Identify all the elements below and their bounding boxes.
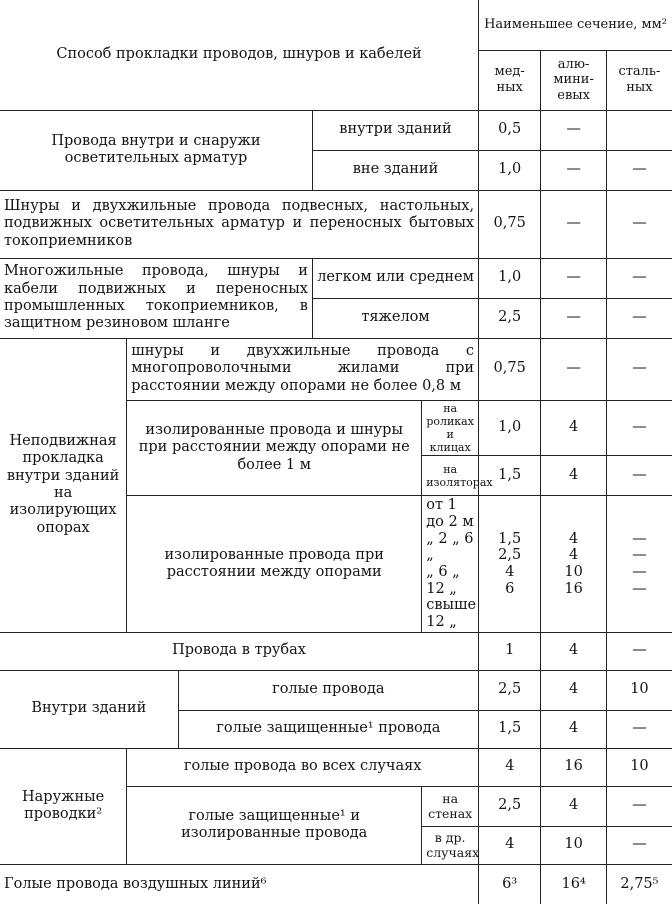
row4-ranges-steel (606, 496, 672, 632)
row4-sub-a: шнуры и двухжильные провода с многопроволочными жилами при расстоянии между опорами не более 0,8 м (127, 338, 479, 400)
row6-sub-a-aluminium: 4 (541, 670, 607, 710)
row4-sub-b: изолированные провода и шнуры при расстоянии между опорами не более 1 м (127, 400, 422, 496)
row6-sub-b-aluminium: 4 (541, 710, 607, 748)
range-aluminium: 10 (564, 563, 583, 580)
row7-sub-a-steel: 10 (606, 748, 672, 786)
range-copper: 2,5 (498, 547, 522, 564)
row7-sub-b2-copper: 4 (479, 826, 541, 864)
row7-sub-b1: на стенах (422, 786, 479, 826)
row6-sub-a: голые провода (178, 670, 478, 710)
row6-sub-a-copper: 2,5 (479, 670, 541, 710)
range-item: „ 2 „ 6 „ (426, 530, 474, 564)
row7-sub-b1-steel: — (606, 786, 672, 826)
range-item: от 1 до 2 м (426, 497, 474, 530)
row8-steel: 2,75⁵ (620, 875, 659, 892)
row5-steel: — (632, 642, 647, 659)
row4-ranges-copper (479, 496, 541, 632)
row3-sub-b-copper: 2,5 (479, 298, 541, 338)
row2-steel: — (632, 215, 647, 232)
row3-sub-a-aluminium: — (541, 258, 607, 298)
row4-sub-a-copper: 0,75 (479, 338, 541, 400)
row3-sub-b-steel: — (632, 309, 647, 326)
range-copper: 6 (505, 580, 515, 597)
row1-sub-a-steel (606, 110, 672, 150)
range-aluminium: 16 (564, 580, 583, 597)
header-min-section: Наименьшее сечение, мм² (479, 0, 672, 50)
row4-sub-b2: на изоляторах (422, 456, 479, 496)
row4-sub-b1-steel: — (606, 400, 672, 456)
row4-sub-b2-aluminium: 4 (541, 456, 607, 496)
range-item: свыше 12 „ (426, 597, 477, 630)
row6-sub-b-steel: — (632, 720, 647, 737)
row4-sub-a-steel: — (606, 338, 672, 400)
row1-sub-b-steel: — (632, 161, 647, 178)
row7-sub-b: голые защищенные¹ и изолированные провода (127, 786, 422, 864)
row7-sub-a-copper: 4 (479, 748, 541, 786)
row4-label: Неподвижная прокладка внутри зданий на изолирующих опорах (0, 338, 127, 632)
row4-sub-a-aluminium: — (541, 338, 607, 400)
row7-sub-b1-aluminium: 4 (541, 786, 607, 826)
range-aluminium: 4 (568, 530, 579, 547)
row1-sub-b-aluminium: — (541, 150, 607, 190)
row3-sub-b: тяжелом (312, 298, 478, 338)
range-item: „ 6 „ 12 „ (426, 563, 460, 597)
row4-ranges (422, 496, 479, 632)
row1-sub-b: вне зданий (312, 150, 478, 190)
range-steel: — (632, 580, 647, 597)
row3-sub-a: легком или среднем (312, 258, 478, 298)
header-aluminium: алю-мини-евых (541, 50, 607, 110)
header-method: Способ прокладки проводов, шнуров и кабелей (0, 0, 479, 110)
row7-sub-b2: в др. случаях (422, 826, 479, 864)
row1-label: Провода внутри и снаружи осветительных арматур (0, 110, 312, 190)
row4-sub-b1-copper: 1,0 (479, 400, 541, 456)
row6-sub-b: голые защищенные¹ провода (178, 710, 478, 748)
row8-label: Голые провода воздушных линий⁶ (0, 864, 479, 904)
row1-sub-a-copper: 0,5 (479, 110, 541, 150)
row7-sub-a: голые провода во всех случаях (127, 748, 479, 786)
header-copper: мед-ных (479, 50, 541, 110)
row6-label: Внутри зданий (0, 670, 178, 748)
row3-sub-a-steel: — (606, 258, 672, 298)
row4-sub-c: изолированные провода при расстоянии между опорами (127, 496, 422, 632)
row5-aluminium: 4 (541, 632, 607, 670)
row8-aluminium: 16⁴ (541, 864, 607, 904)
row8-copper: 6³ (479, 864, 541, 904)
row7-sub-b1-copper: 2,5 (479, 786, 541, 826)
row4-sub-b2-copper: 1,5 (479, 456, 541, 496)
row5-copper: 1 (479, 632, 541, 670)
row7-sub-b2-steel: — (632, 836, 647, 853)
range-copper: 4 (505, 563, 515, 580)
row4-sub-b1-aluminium: 4 (541, 400, 607, 456)
row4-ranges-aluminium (541, 496, 607, 632)
range-steel: — (632, 530, 647, 547)
row2-copper: 0,75 (479, 190, 541, 258)
row1-sub-b-copper: 1,0 (479, 150, 541, 190)
row7-label: Наружные проводки² (0, 748, 127, 864)
row5-label: Провода в трубах (0, 632, 479, 670)
row3-sub-b-aluminium: — (541, 298, 607, 338)
range-copper: 1,5 (498, 530, 522, 547)
row6-sub-a-steel: 10 (606, 670, 672, 710)
range-steel: — (632, 547, 647, 564)
row7-sub-b2-aluminium: 10 (541, 826, 607, 864)
range-aluminium: 4 (568, 547, 579, 564)
row4-sub-b2-steel: — (606, 456, 672, 496)
row1-sub-a: внутри зданий (312, 110, 478, 150)
row1-sub-a-aluminium: — (541, 110, 607, 150)
row3-sub-a-copper: 1,0 (479, 258, 541, 298)
row2-label: Шнуры и двухжильные провода подвесных, настольных, подвижных осветительных арматур и переносных бытовых токоприемников (0, 190, 479, 258)
row4-sub-b1: на роликах и клицах (422, 400, 479, 456)
row7-sub-a-aluminium: 16 (541, 748, 607, 786)
row2-aluminium: — (541, 190, 607, 258)
row6-sub-b-copper: 1,5 (479, 710, 541, 748)
row3-label: Многожильные провода, шнуры и кабели подвижных и переносных промышленных токоприемников, в защитном резиновом шланге (0, 258, 312, 338)
header-steel: сталь-ных (618, 64, 661, 95)
range-steel: — (632, 563, 647, 580)
